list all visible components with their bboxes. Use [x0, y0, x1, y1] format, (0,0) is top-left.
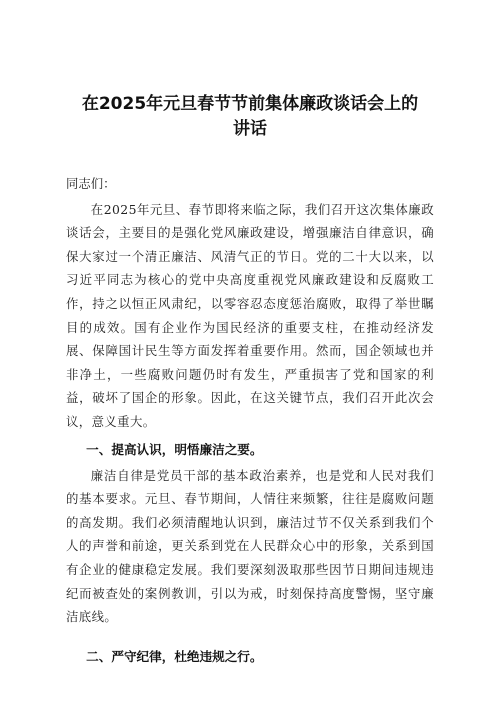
- section-1-paragraph: 廉洁自律是党员干部的基本政治素养，也是党和人民对我们的基本要求。元旦、春节期间，人情往来频繁，往往是腐败问题的高发期。我们必须清醒地认识到，廉洁过节不仅关系到我们个人的声誉和前途，更关系到党在人民群众心中的形象，关系到国有企业的健康稳定发展。我们要深刻汲取那些因节日期间违规违纪而被查处的案例教训，引以为戒，时刻保持高度警惕，坚守廉洁底线。: [66, 467, 434, 625]
- section-2-heading: 二、严守纪律，杜绝违规之行。: [86, 648, 263, 664]
- intro-paragraph: 在2025年元旦、春节即将来临之际，我们召开这次集体廉政谈话会，主要目的是强化党风廉政建设，增强廉洁自律意识，确保大家过一个清正廉洁、风清气正的节日。党的二十大以来，以习近平同志为核心的党中央高度重视党风廉政建设和反腐败工作，持之以恒正风肃纪，以零容忍态度惩治腐败，取得了举世瞩目的成效。国有企业作为国民经济的重要支柱，在推动经济发展、保障国计民生等方面发挥着重要作用。然而，国企领域也并非净土，一些腐败问题仍时有发生，严重损害了党和国家的利益，破坏了国企的形象。因此，在这关键节点，我们召开此次会议，意义重大。: [66, 201, 434, 429]
- title-line-1: 在2025年元旦春节节前集体廉政谈话会上的: [81, 94, 419, 114]
- salutation: 同志们：: [66, 176, 116, 191]
- section-1-heading: 一、提高认识，明悟廉洁之要。: [86, 441, 263, 457]
- title-line-2: 讲话: [233, 119, 267, 139]
- document-title: [66, 0, 434, 142]
